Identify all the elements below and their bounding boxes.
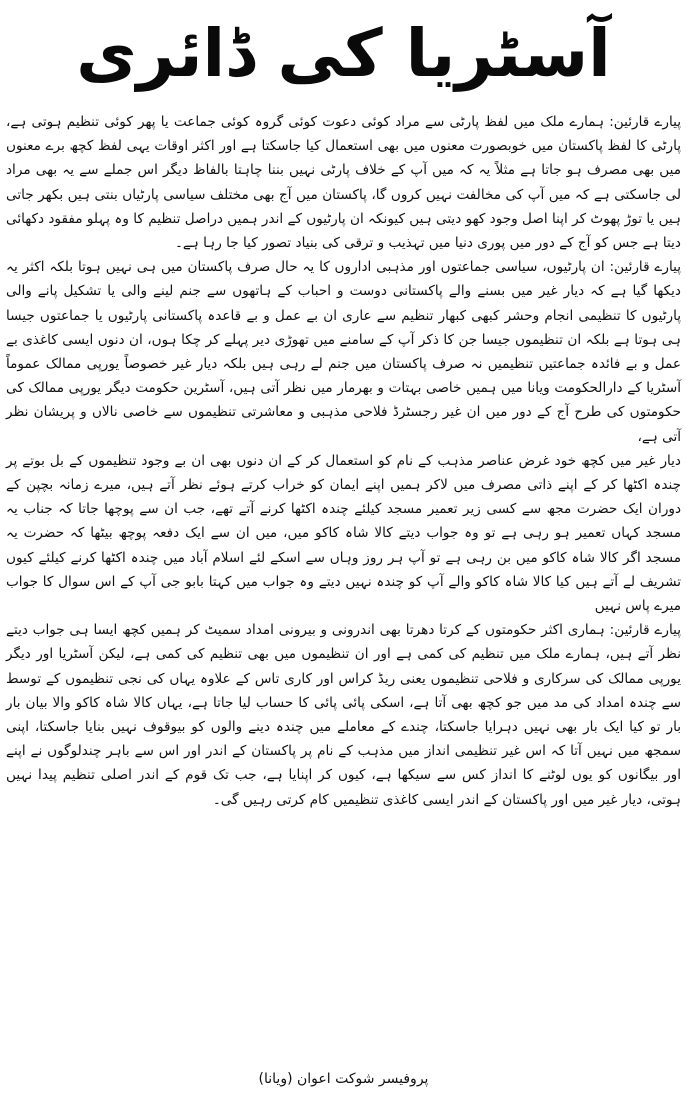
- paragraph-2: پیارے قارئین: ان پارٹیوں، سیاسی جماعتوں اور مذہبی اداروں کا یہ حال صرف پاکستان میں ہی نہیں ہوتا بلکہ اکثر یہ دیکھا گیا ہے کہ دیار غیر میں بسنے والے پاکستانی دوست و احباب کے ہاتھوں سے جنم لینے والی یا تشکیل پانے والی پارٹیوں کا تنظیمی انجام وحشر کبھی کبھار تنظیم سے عاری ان بے عمل و بے قاعدہ پاکستانی پارٹیوں یا جماعتوں جیسا ہی ہوتا ہے بلکہ ان تنظیموں جیسا جن کا ذکر آپ کے سامنے میں تھوڑی دیر پہلے کر چکا ہوں، ان دنوں ایسی کاغذی بے عمل و بے فائدہ جماعتیں تنظیمیں نہ صرف پاکستان میں جنم لے رہی ہیں بلکہ دیار غیر خصوصاً یورپی ممالک عموماً آسٹریا کے دارالحکومت ویانا میں ہمیں خاصی بہتات و بھرمار میں نظر آتی ہیں، آسٹرین حکومت دیگر یورپی ممالک کی حکومتوں کی طرح آج کے دور میں ان غیر رجسٹرڈ فلاحی مذہبی و معاشرتی تنظیموں سے خاصی نالاں و پریشان نظر آتی ہے،: [6, 259, 681, 445]
- author-byline: پروفیسر شوکت اعوان (ویانا): [258, 1071, 429, 1087]
- column-body: [6, 110, 681, 812]
- paragraph-4: پیارے قارئین: ہماری اکثر حکومتوں کے کرتا دھرتا بھی اندرونی و بیرونی امداد سمیٹ کر ہمیں کچھ ایسا ہی جواب دیتے نظر آتے ہیں، ہمارے ملک میں تنظیم کی کمی ہے اور ان تنظیموں میں بھی تنظیم کی کمی ہے، لیکن آسٹریا اور دیگر یورپی ممالک کی سرکاری و فلاحی تنظیموں یعنی ریڈ کراس اور کاری تاس کے علاوہ یہاں کی نجی تنظیموں کے توسط سے چندہ امداد کی مد میں جو کچھ بھی آتا ہے، اسکی پائی پائی کا حساب لیا جاتا ہے، یہاں کالا شاہ کاکو والا بیان بار بار تو کیا ایک بار بھی نہیں دہرایا جاسکتا، چندے کے معاملے میں چندہ دینے والوں کو بیوقوف نہیں بنایا جاسکتا، اپنی سمجھ میں نہیں آتا کہ اس غیر تنظیمی انداز میں مذہب کے نام پر پاکستان کے اندر اور اس سے باہر چندلوگوں نے اپنے اور بیگانوں کو یوں لوٹنے کا انداز کس سے سیکھا ہے، کیوں کر اپنایا ہے، جب تک قوم کے اندر اصلی تنظیم پیدا نہیں ہوتی، دیار غیر میں اور پاکستان کے اندر ایسی کاغذی تنظیمیں کام کرتی رہیں گی۔: [6, 622, 681, 808]
- paragraph-3: دیار غیر میں کچھ خود غرض عناصر مذہب کے نام کو استعمال کر کے ان دنوں بھی ان بے وجود تنظیموں کے بل بوتے پر چندہ اکٹھا کر کے اپنے ذاتی مصرف میں لاکر ہمیں اپنے ایمان کو خراب کرتے ہوئے نظر آتے ہیں، میرے زمانہ بچپن کے دوران ایک حضرت مجھ سے کسی زیر تعمیر مسجد کیلئے چندہ اکٹھا کرنے آتے تھے، جب ان سے پوچھا جاتا کہ جناب یہ مسجد کہاں تعمیر ہو رہی ہے تو وہ جواب دیتے کالا شاہ کاکو میں، میں ان سے ایک دفعہ پوچھ بیٹھا کہ حضرت یہ مسجد اگر کالا شاہ کاکو میں بن رہی ہے تو آپ ہر روز وہاں سے اسکے لئے اسلام آباد میں چندہ اکٹھا کرنے کیلئے کیوں تشریف لے آتے ہیں کیا کالا شاہ کاکو والے آپ کو چندہ نہیں دیتے وہ جواب میں کہتا بابو جی آپ کے اس سوال کا جواب میرے پاس نہیں: [6, 452, 681, 615]
- column-title: آسٹریا کی ڈائری: [76, 15, 611, 92]
- paragraph-1: پیارے قارئین: ہمارے ملک میں لفظ پارٹی سے مراد کوئی دعوت کوئی گروہ کوئی جماعت یا پھر کوئی تنظیم ہوتی ہے، پارٹی کا لفظ پاکستان میں خوبصورت معنوں میں بھی استعمال کیا جاسکتا ہے اور اکثر اوقات یہی لفظ کچھ برے معنوں میں بھی مصرف ہو جاتا ہے مثلاً یہ کہ میں آپ کے خلاف پارٹی نہیں بننا چاہتا بالفاظ دیگر اس جملے سے یہ بھی مراد لی جاسکتی ہے کہ میں آپ کی مخالفت نہیں کروں گا، پاکستان میں آج بھی مختلف سیاسی پارٹیاں بنتی ہیں بکھر جاتی ہیں یا توڑ پھوٹ کر اپنا اصل وجود کھو دیتی ہیں کیونکہ ان پارٹیوں کے اندر ہمیں دراصل تنظیم کا وہ پہلو مفقود دکھائی دیتا ہے جس کو آج کے دور میں پوری دنیا میں تہذیب و ترقی کی بنیاد تصور کیا جا رہا ہے۔: [6, 114, 681, 252]
